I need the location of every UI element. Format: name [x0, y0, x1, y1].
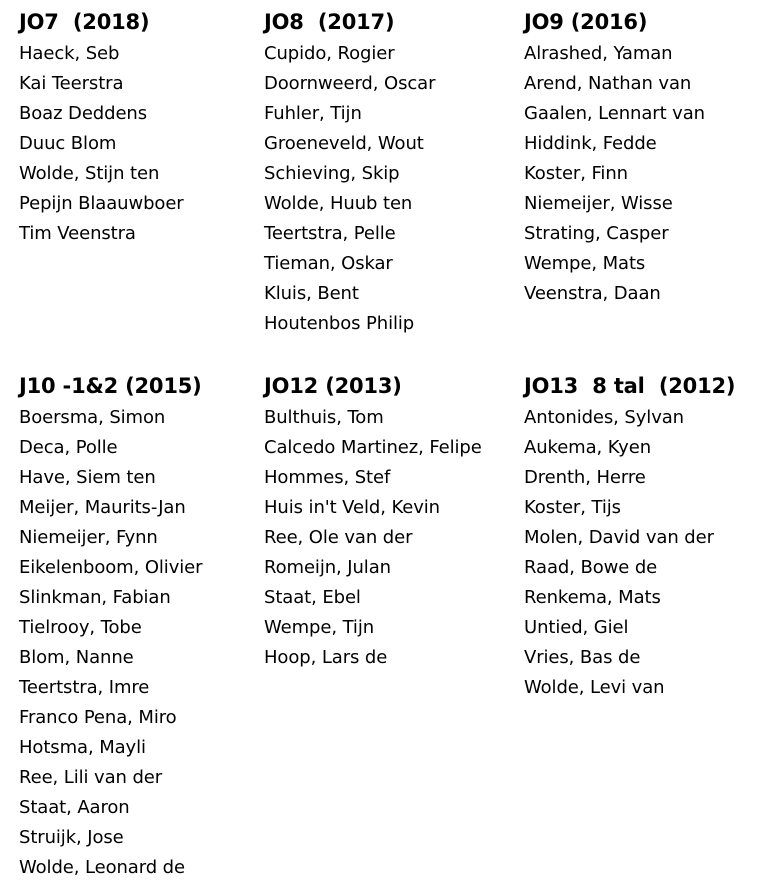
player-name: Niemeijer, Fynn: [19, 527, 158, 548]
team-column-jo9: [524, 9, 705, 309]
player-name: Strating, Casper: [524, 223, 669, 244]
team-heading: JO13 8 tal (2012): [524, 374, 736, 398]
player-name: Veenstra, Daan: [524, 283, 661, 304]
player-name: Tielrooy, Tobe: [19, 617, 142, 638]
player-name: Schieving, Skip: [264, 163, 400, 184]
player-name: Boaz Deddens: [19, 103, 148, 124]
player-name: Groeneveld, Wout: [264, 133, 424, 154]
player-name: Tieman, Oskar: [264, 253, 393, 274]
player-list: [264, 39, 435, 339]
player-name: Untied, Giel: [524, 617, 629, 638]
player-name: Romeijn, Julan: [264, 557, 391, 578]
team-column-jo13: [524, 373, 735, 703]
player-name: Calcedo Martinez, Felipe: [264, 437, 482, 458]
player-name: Aukema, Kyen: [524, 437, 652, 458]
player-name: Wolde, Huub ten: [264, 193, 413, 214]
player-name: Molen, David van der: [524, 527, 714, 548]
player-name: Doornweerd, Oscar: [264, 73, 436, 94]
player-name: Hoop, Lars de: [264, 647, 388, 668]
player-name: Wempe, Mats: [524, 253, 646, 274]
player-name: Houtenbos Philip: [264, 313, 415, 334]
player-name: Duuc Blom: [19, 133, 117, 154]
team-heading: JO9 (2016): [524, 10, 648, 34]
player-name: Vries, Bas de: [524, 647, 641, 668]
team-column-jo12: [264, 373, 482, 673]
player-name: Huis in't Veld, Kevin: [264, 497, 440, 518]
player-name: Have, Siem ten: [19, 467, 156, 488]
team-column-jo7: [19, 9, 184, 249]
player-name: Koster, Finn: [524, 163, 628, 184]
player-name: Wempe, Tijn: [264, 617, 375, 638]
player-name: Raad, Bowe de: [524, 557, 658, 578]
player-name: Koster, Tijs: [524, 497, 621, 518]
team-column-jo8: [264, 9, 435, 339]
player-name: Deca, Polle: [19, 437, 118, 458]
player-name: Teertstra, Pelle: [264, 223, 396, 244]
team-heading: JO7 (2018): [19, 10, 150, 34]
player-name: Blom, Nanne: [19, 647, 134, 668]
player-name: Arend, Nathan van: [524, 73, 692, 94]
player-name: Hotsma, Mayli: [19, 737, 146, 758]
player-name: Tim Veenstra: [19, 223, 136, 244]
player-name: Struijk, Jose: [19, 827, 124, 848]
player-name: Wolde, Stijn ten: [19, 163, 160, 184]
player-name: Eikelenboom, Olivier: [19, 557, 203, 578]
player-name: Ree, Ole van der: [264, 527, 413, 548]
player-name: Meijer, Maurits-Jan: [19, 497, 186, 518]
player-name: Boersma, Simon: [19, 407, 166, 428]
player-name: Teertstra, Imre: [19, 677, 150, 698]
player-name: Fuhler, Tijn: [264, 103, 362, 124]
player-list: [19, 39, 184, 249]
team-heading: J10 -1&2 (2015): [19, 374, 202, 398]
player-name: Bulthuis, Tom: [264, 407, 384, 428]
player-name: Alrashed, Yaman: [524, 43, 673, 64]
player-name: Franco Pena, Miro: [19, 707, 177, 728]
player-list: [524, 39, 705, 309]
player-name: Pepijn Blaauwboer: [19, 193, 184, 214]
player-name: Hiddink, Fedde: [524, 133, 657, 154]
player-name: Renkema, Mats: [524, 587, 661, 608]
player-name: Niemeijer, Wisse: [524, 193, 673, 214]
team-column-j10: [19, 373, 202, 883]
player-name: Wolde, Levi van: [524, 677, 665, 698]
player-name: Antonides, Sylvan: [524, 407, 684, 428]
player-list: [524, 403, 735, 703]
player-name: Drenth, Herre: [524, 467, 646, 488]
player-name: Hommes, Stef: [264, 467, 391, 488]
player-name: Kluis, Bent: [264, 283, 359, 304]
player-name: Wolde, Leonard de: [19, 857, 185, 878]
player-name: Slinkman, Fabian: [19, 587, 171, 608]
player-name: Ree, Lili van der: [19, 767, 163, 788]
team-heading: JO8 (2017): [264, 10, 395, 34]
team-heading: JO12 (2013): [264, 374, 402, 398]
player-name: Staat, Aaron: [19, 797, 130, 818]
player-name: Kai Teerstra: [19, 73, 124, 94]
player-list: [264, 403, 482, 673]
player-name: Haeck, Seb: [19, 43, 120, 64]
player-list: [19, 403, 202, 883]
player-name: Cupido, Rogier: [264, 43, 395, 64]
player-name: Staat, Ebel: [264, 587, 361, 608]
player-name: Gaalen, Lennart van: [524, 103, 705, 124]
